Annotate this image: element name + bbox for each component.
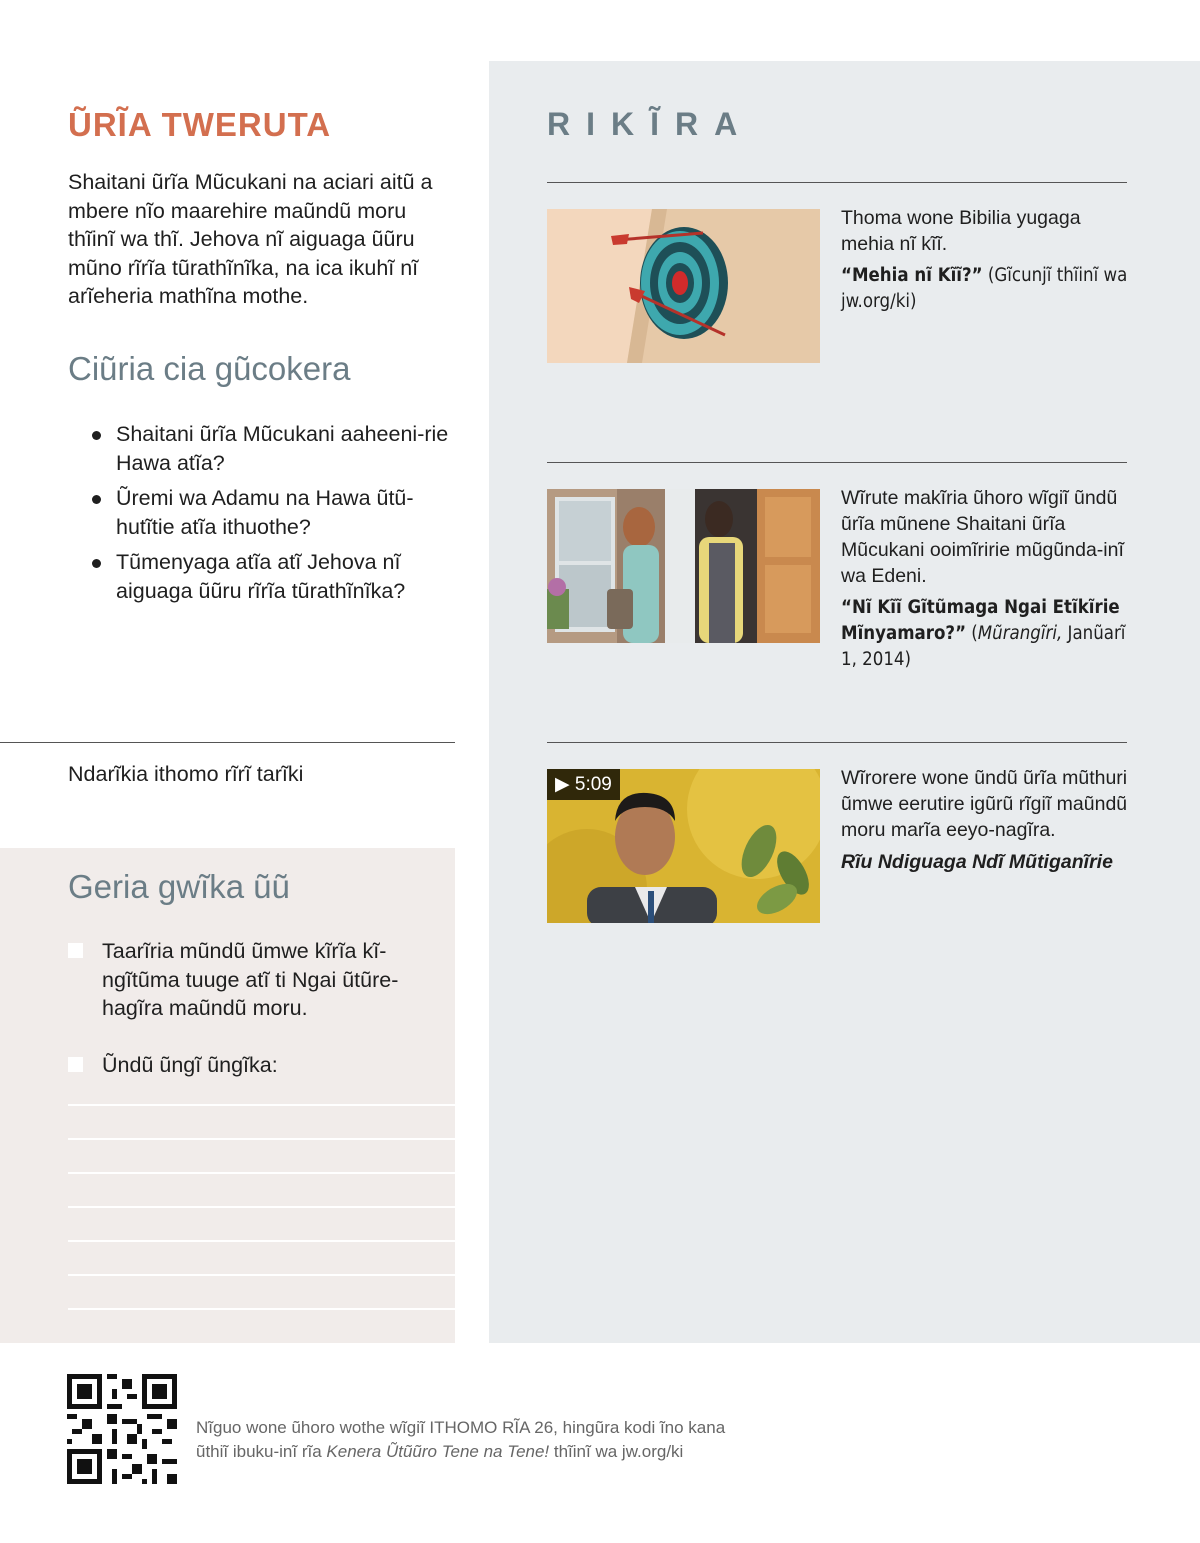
card-reference[interactable] <box>841 263 1131 315</box>
bullet-icon <box>92 559 101 568</box>
goal-item[interactable] <box>68 1051 438 1080</box>
footer-text-end: thĩinĩ wa jw.org/ki <box>549 1442 684 1461</box>
video-duration-badge <box>547 769 620 800</box>
footer-text-start: Nĩguo wone ũhoro wothe wĩgiĩ ITHOMO RĨA 26, hingũra kodi ĩno kana ũthiĩ ibuku-inĩ rĩa <box>196 1418 726 1461</box>
question-text: Ũremi wa Adamu na Hawa ũtũ-hutĩtie atĩa ithuothe? <box>116 486 414 539</box>
review-title: Ciũria cia gũcokera <box>68 350 351 387</box>
question-text: Shaitani ũrĩa Mũcukani aaheeni-rie Hawa atĩa? <box>116 422 449 475</box>
summary-title: ŨRĨA TWERUTA <box>68 106 332 143</box>
divider <box>547 462 1127 463</box>
reference-date: Janũarĩ 1, 2014) <box>841 623 1126 670</box>
qr-code-icon[interactable] <box>67 1374 177 1484</box>
play-icon: ▶ <box>555 774 575 795</box>
target-illustration <box>547 209 820 363</box>
goal-panel <box>0 848 455 1343</box>
date-label: Ndarĩkia ithomo rĩrĩ tarĩki <box>68 762 304 786</box>
card-description: Thoma wone Bibilia yugaga mehia nĩ kĩĩ. <box>841 207 1081 255</box>
reference-source: (Gĩcunjĩ thĩinĩ wa jw.org/ki) <box>841 265 1128 312</box>
bullet-icon <box>92 495 101 504</box>
article-link[interactable]: “Nĩ Kĩĩ Gĩtũmaga Ngai Etĩkĩrie Mĩnyamaro?” <box>841 597 1120 644</box>
writing-line[interactable] <box>68 1308 455 1310</box>
writing-line[interactable] <box>68 1138 455 1140</box>
card-description: Wĩrute makĩria ũhoro wĩgiĩ ũndũ ũrĩa mũnene Shaitani ũrĩa Mũcukani ooimĩririe mũgũnda-inĩ wa Edeni. <box>841 487 1124 587</box>
writing-line[interactable] <box>68 1274 455 1276</box>
card-description: Wĩrorere wone ũndũ ũrĩa mũthuri ũmwe eerutire igũrũ rĩgiĩ maũndũ moru marĩa eeyo-nagĩra. <box>841 767 1128 841</box>
card-text <box>841 765 1131 875</box>
list-item <box>92 420 452 477</box>
doorway-image[interactable] <box>547 489 820 643</box>
goal-text: Taarĩria mũndũ ũmwe kĩrĩa kĩ-ngĩtũma tuuge atĩ ti Ngai ũtũre-hagĩra maũndũ moru. <box>102 939 399 1020</box>
divider <box>547 182 1127 183</box>
card-text <box>841 205 1131 315</box>
reference-source: ( <box>966 623 978 644</box>
divider <box>547 742 1127 743</box>
list-item <box>92 484 452 541</box>
goal-title: Geria gwĩka ũũ <box>68 868 290 905</box>
footer-text <box>196 1416 756 1464</box>
card-reference[interactable] <box>841 595 1131 673</box>
list-item <box>92 548 452 605</box>
book-title-link[interactable]: Kenera Ũtũũro Tene na Tene! <box>326 1442 550 1461</box>
divider <box>0 742 455 743</box>
review-questions <box>92 420 452 612</box>
explore-title: RIKĨRA <box>547 106 754 142</box>
goal-text: Ũndũ ũngĩ ũngĩka: <box>102 1053 278 1077</box>
video-duration: 5:09 <box>574 774 612 795</box>
card-text <box>841 485 1131 673</box>
video-thumbnail[interactable] <box>547 769 820 923</box>
writing-line[interactable] <box>68 1240 455 1242</box>
checkbox[interactable] <box>68 943 83 958</box>
summary-text: Shaitani ũrĩa Mũcukani na aciari aitũ a mbere nĩo maarehire maũndũ moru thĩinĩ wa thĩ. Jehova nĩ aiguaga ũũru mũno rĩrĩa tũrathĩnĩka, na ica ikuhĩ nĩ arĩeheria mathĩna mothe. <box>68 170 433 308</box>
writing-line[interactable] <box>68 1206 455 1208</box>
video-link[interactable]: Rĩu Ndiguaga Ndĩ Mũtiganĩrie <box>841 851 1113 873</box>
qr-code-graphic <box>67 1374 177 1484</box>
doorway-illustration <box>547 489 820 643</box>
writing-line[interactable] <box>68 1104 455 1106</box>
question-text: Tũmenyaga atĩa atĩ Jehova nĩ aiguaga ũũru rĩrĩa tũrathĩnĩka? <box>116 550 406 603</box>
writing-line[interactable] <box>68 1172 455 1174</box>
target-image[interactable] <box>547 209 820 363</box>
bullet-icon <box>92 431 101 440</box>
checkbox[interactable] <box>68 1057 83 1072</box>
goal-item[interactable] <box>68 937 438 1023</box>
article-link[interactable]: “Mehia nĩ Kĩĩ?” <box>841 265 983 286</box>
publication-name: Mũrangĩri, <box>977 623 1063 644</box>
